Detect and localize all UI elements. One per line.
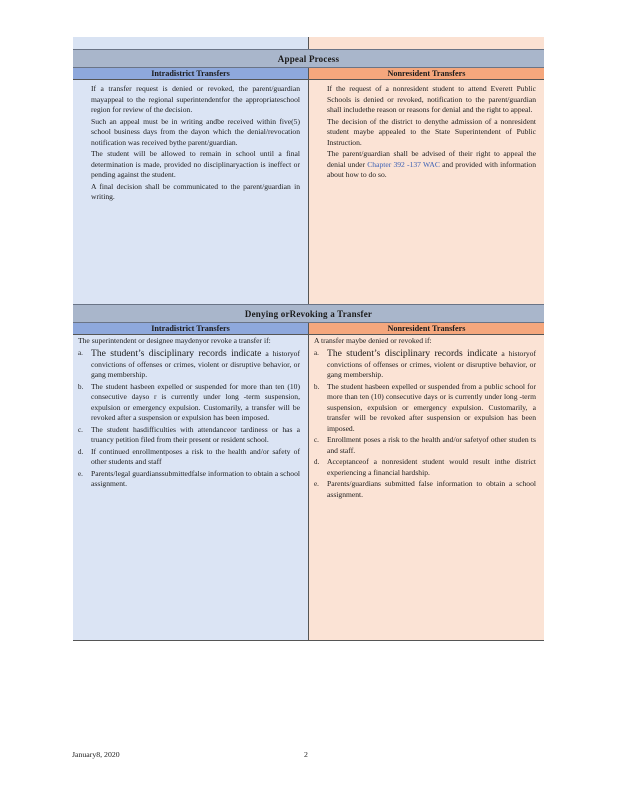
column-heading: Nonresident Transfers: [309, 323, 544, 335]
list-item: If the request of a nonresident student to attend Everett Public Schools is denied or revoked, notification to the parent/guardian shall includethe reason or reasons for denial and the right to appeal.: [314, 84, 536, 116]
nonresident-column: [309, 68, 544, 304]
list-item: a. The student’s disciplinary records indicate a historyof convictions of offenses or crimes, violent or disruptive behavior, or gang membership.: [314, 347, 536, 379]
denying-columns: [73, 323, 544, 640]
policy-document: [73, 37, 544, 641]
list-item: c. The student hasdifficulties with attendanceor tardiness or has a truancy petition filed from their present or resident school.: [78, 424, 300, 444]
list-item: The decision of the district to denythe admission of a nonresident student maybe appealed to the State Superintendent of Public Instruction.: [314, 117, 536, 149]
section-banner-denying: [73, 304, 544, 323]
item-letter: b.: [314, 382, 320, 391]
item-letter: a.: [78, 348, 83, 357]
list-item: d. If continued enrollmentposes a risk to the health and/or safety of other students and staff: [78, 446, 300, 466]
list-item: If a transfer request is denied or revoked, the parent/guardian mayappeal to the regional superintendentfor the appropriateschool region for review of the decision.: [78, 84, 300, 116]
list-item: e. Parents/guardians submitted false information to obtain a school assignment.: [314, 479, 536, 499]
section-title: Denying orRevoking a Transfer: [244, 308, 373, 319]
item-letter: b.: [78, 382, 84, 391]
nonresident-column: [309, 323, 544, 640]
bullet-icon: [78, 117, 91, 149]
bullet-icon: [314, 84, 327, 116]
list-item: A final decision shall be communicated to the parent/guardian in writing.: [78, 182, 300, 203]
list-item: Such an appeal must be in writing andbe received within five(5) school business days from the dayon which the denial/revocation notification was received bythe parent/guardian.: [78, 117, 300, 149]
list-item: The parent/guardian shall be advised of their right to appeal the denial under Chapter 392 -137 WAC and provided with information about how to do so.: [314, 149, 536, 181]
item-letter: e.: [78, 469, 83, 478]
column-heading: Nonresident Transfers: [309, 68, 544, 80]
list-item: b. The student hasbeen expelled or suspended from a public school for more than ten (10) consecutive days or is currently under long -term suspension, expulsion or emergency expulsion. Customarily, a transfer will be revoked after suspension or expulsion has been imposed.: [314, 381, 536, 433]
item-letter: a.: [314, 348, 319, 357]
table-bottom-rule: [73, 640, 544, 641]
item-letter: d.: [314, 458, 320, 466]
section-title: Appeal Process: [277, 53, 340, 64]
intradistrict-column: [73, 68, 309, 304]
wac-chapter-link[interactable]: Chapter 392 -137 WAC: [367, 159, 440, 169]
item-lead: The student’s disciplinary records indicate: [327, 347, 498, 359]
item-letter: c.: [78, 425, 83, 434]
bullet-icon: [314, 117, 327, 149]
list-item: a. The student’s disciplinary records indicate a historyof convictions of offenses or crimes, violent or disruptive behavior, or gang membership.: [78, 347, 300, 379]
section-banner-appeal: [73, 49, 544, 68]
column-heading: Intradistrict Transfers: [73, 323, 308, 335]
column-heading: Intradistrict Transfers: [73, 68, 308, 80]
bullet-icon: [78, 149, 91, 181]
list-item: e. Parents/legal guardianssubmittedfalse information to obtain a school assignment.: [78, 468, 300, 488]
intradistrict-column: [73, 323, 309, 640]
bullet-icon: [78, 84, 91, 116]
bullet-icon: [314, 149, 327, 181]
item-letter: c.: [314, 436, 319, 444]
item-letter: e.: [314, 480, 319, 488]
appeal-columns: [73, 68, 544, 304]
list-item: d. Acceptanceof a nonresident student would result inthe district experiencing a financial hardship.: [314, 457, 536, 477]
list-item: b. The student hasbeen expelled or suspended for more than ten (10) consecutive dayso r is currently under long -term suspension, expulsion or emergency expulsion. Customarily, a transfer will be revoked after a suspension or expulsion has been imposed.: [78, 381, 300, 422]
list-item: c. Enrollment poses a risk to the health and/or safetyof other studen ts and staff.: [314, 435, 536, 455]
list-item: The student will be allowed to remain in school until a final determination is made, provided no disciplinaryaction is ineffect or pending against the student.: [78, 149, 300, 181]
item-lead: The student’s disciplinary records indicate: [91, 347, 262, 359]
page-number: 2: [304, 750, 308, 759]
column-intro: The superintendent or designee maydenyor revoke a transfer if:: [78, 336, 271, 345]
column-intro: A transfer maybe denied or revoked if:: [314, 336, 432, 345]
bullet-icon: [78, 182, 91, 203]
top-spacer-row: [73, 37, 544, 49]
footer-date: January8, 2020: [72, 750, 120, 759]
item-letter: d.: [78, 447, 84, 456]
